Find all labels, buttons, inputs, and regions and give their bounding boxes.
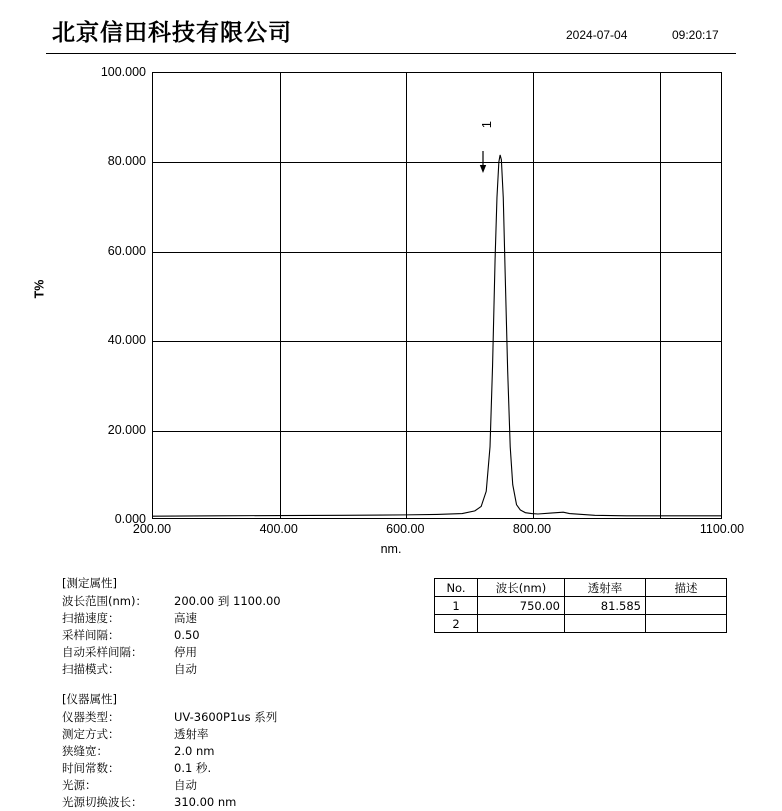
table-header-row bbox=[435, 579, 727, 597]
cell-transmittance: 81.585 bbox=[565, 597, 646, 615]
y-axis-ticks bbox=[78, 65, 146, 526]
cell-transmittance bbox=[565, 615, 646, 633]
cell-wavelength: 750.00 bbox=[478, 597, 565, 615]
column-header-wavelength: 波长(nm) bbox=[478, 579, 565, 597]
x-axis-ticks bbox=[132, 522, 745, 542]
x-tick-label: 800.00 bbox=[512, 522, 552, 536]
property-row bbox=[62, 794, 281, 811]
property-label: 光源： bbox=[62, 778, 97, 792]
property-label: 自动采样间隔： bbox=[62, 645, 143, 659]
property-row bbox=[62, 709, 281, 726]
property-value: 0.1 秒. bbox=[174, 761, 212, 775]
property-label: 仪器类型： bbox=[62, 710, 120, 724]
property-label: 时间常数： bbox=[62, 761, 120, 775]
header-date: 2024-07-04 bbox=[566, 28, 628, 42]
header-time: 09:20:17 bbox=[672, 28, 719, 42]
cell-description bbox=[646, 597, 727, 615]
y-tick-label: 20.000 bbox=[107, 422, 146, 437]
property-row bbox=[62, 777, 281, 794]
results-table bbox=[434, 578, 727, 633]
table-row[interactable] bbox=[435, 615, 727, 633]
x-tick-label: 1100.00 bbox=[699, 522, 745, 536]
y-tick-label: 60.000 bbox=[107, 243, 146, 258]
measure-properties-title: [测定属性] bbox=[62, 576, 117, 590]
property-value: 透射率 bbox=[174, 727, 209, 741]
property-row bbox=[62, 627, 281, 644]
cell-wavelength bbox=[478, 615, 565, 633]
peak-label: 1 bbox=[479, 121, 494, 129]
property-value: UV-3600P1us 系列 bbox=[174, 710, 278, 724]
property-label: 狭缝宽： bbox=[62, 744, 108, 758]
property-value: 停用 bbox=[174, 645, 197, 659]
property-label: 扫描模式： bbox=[62, 662, 120, 676]
company-title: 北京信田科技有限公司 bbox=[52, 19, 292, 45]
page-header bbox=[0, 0, 782, 56]
x-axis-title: nm. bbox=[380, 542, 402, 556]
property-row bbox=[62, 726, 281, 743]
y-tick-label: 40.000 bbox=[107, 333, 146, 348]
column-header-no: No. bbox=[435, 579, 478, 597]
property-label: 扫描速度： bbox=[62, 611, 120, 625]
property-value: 自动 bbox=[174, 778, 197, 792]
plot-area bbox=[152, 72, 722, 519]
property-value: 自动 bbox=[174, 662, 197, 676]
column-header-transmittance: 透射率 bbox=[565, 579, 646, 597]
table-row[interactable] bbox=[435, 597, 727, 615]
cell-description bbox=[646, 615, 727, 633]
property-label: 采样间隔： bbox=[62, 628, 120, 642]
spectrum-polyline bbox=[153, 155, 721, 516]
property-label: 测定方式： bbox=[62, 727, 120, 741]
spectrum-trace bbox=[153, 73, 721, 518]
property-row bbox=[62, 661, 281, 678]
property-row bbox=[62, 743, 281, 760]
header-divider bbox=[46, 53, 736, 54]
property-value: 0.50 bbox=[174, 628, 200, 642]
property-row bbox=[62, 593, 281, 610]
y-tick-label: 100.000 bbox=[100, 65, 146, 79]
y-axis-title: T% bbox=[32, 279, 47, 299]
peak-arrow-icon bbox=[478, 151, 488, 173]
cell-no: 1 bbox=[435, 597, 478, 615]
instrument-properties-title: [仪器属性] bbox=[62, 692, 117, 706]
x-tick-label: 600.00 bbox=[386, 522, 425, 536]
property-label: 波长范围(nm)： bbox=[62, 594, 147, 608]
property-value: 200.00 到 1100.00 bbox=[174, 594, 281, 608]
spectrum-chart bbox=[0, 60, 782, 560]
x-tick-label: 200.00 bbox=[132, 522, 172, 536]
property-value: 高速 bbox=[174, 611, 197, 625]
properties-panel bbox=[62, 575, 281, 811]
section-spacer bbox=[62, 678, 281, 691]
y-tick-label: 0.000 bbox=[114, 512, 146, 526]
property-row bbox=[62, 644, 281, 661]
y-tick-label: 80.000 bbox=[107, 154, 146, 169]
property-label: 光源切换波长： bbox=[62, 795, 143, 809]
property-row bbox=[62, 760, 281, 777]
property-value: 310.00 nm bbox=[174, 795, 237, 809]
property-row bbox=[62, 610, 281, 627]
cell-no: 2 bbox=[435, 615, 478, 633]
column-header-description: 描述 bbox=[646, 579, 727, 597]
property-value: 2.0 nm bbox=[174, 744, 215, 758]
x-tick-label: 400.00 bbox=[259, 522, 298, 536]
